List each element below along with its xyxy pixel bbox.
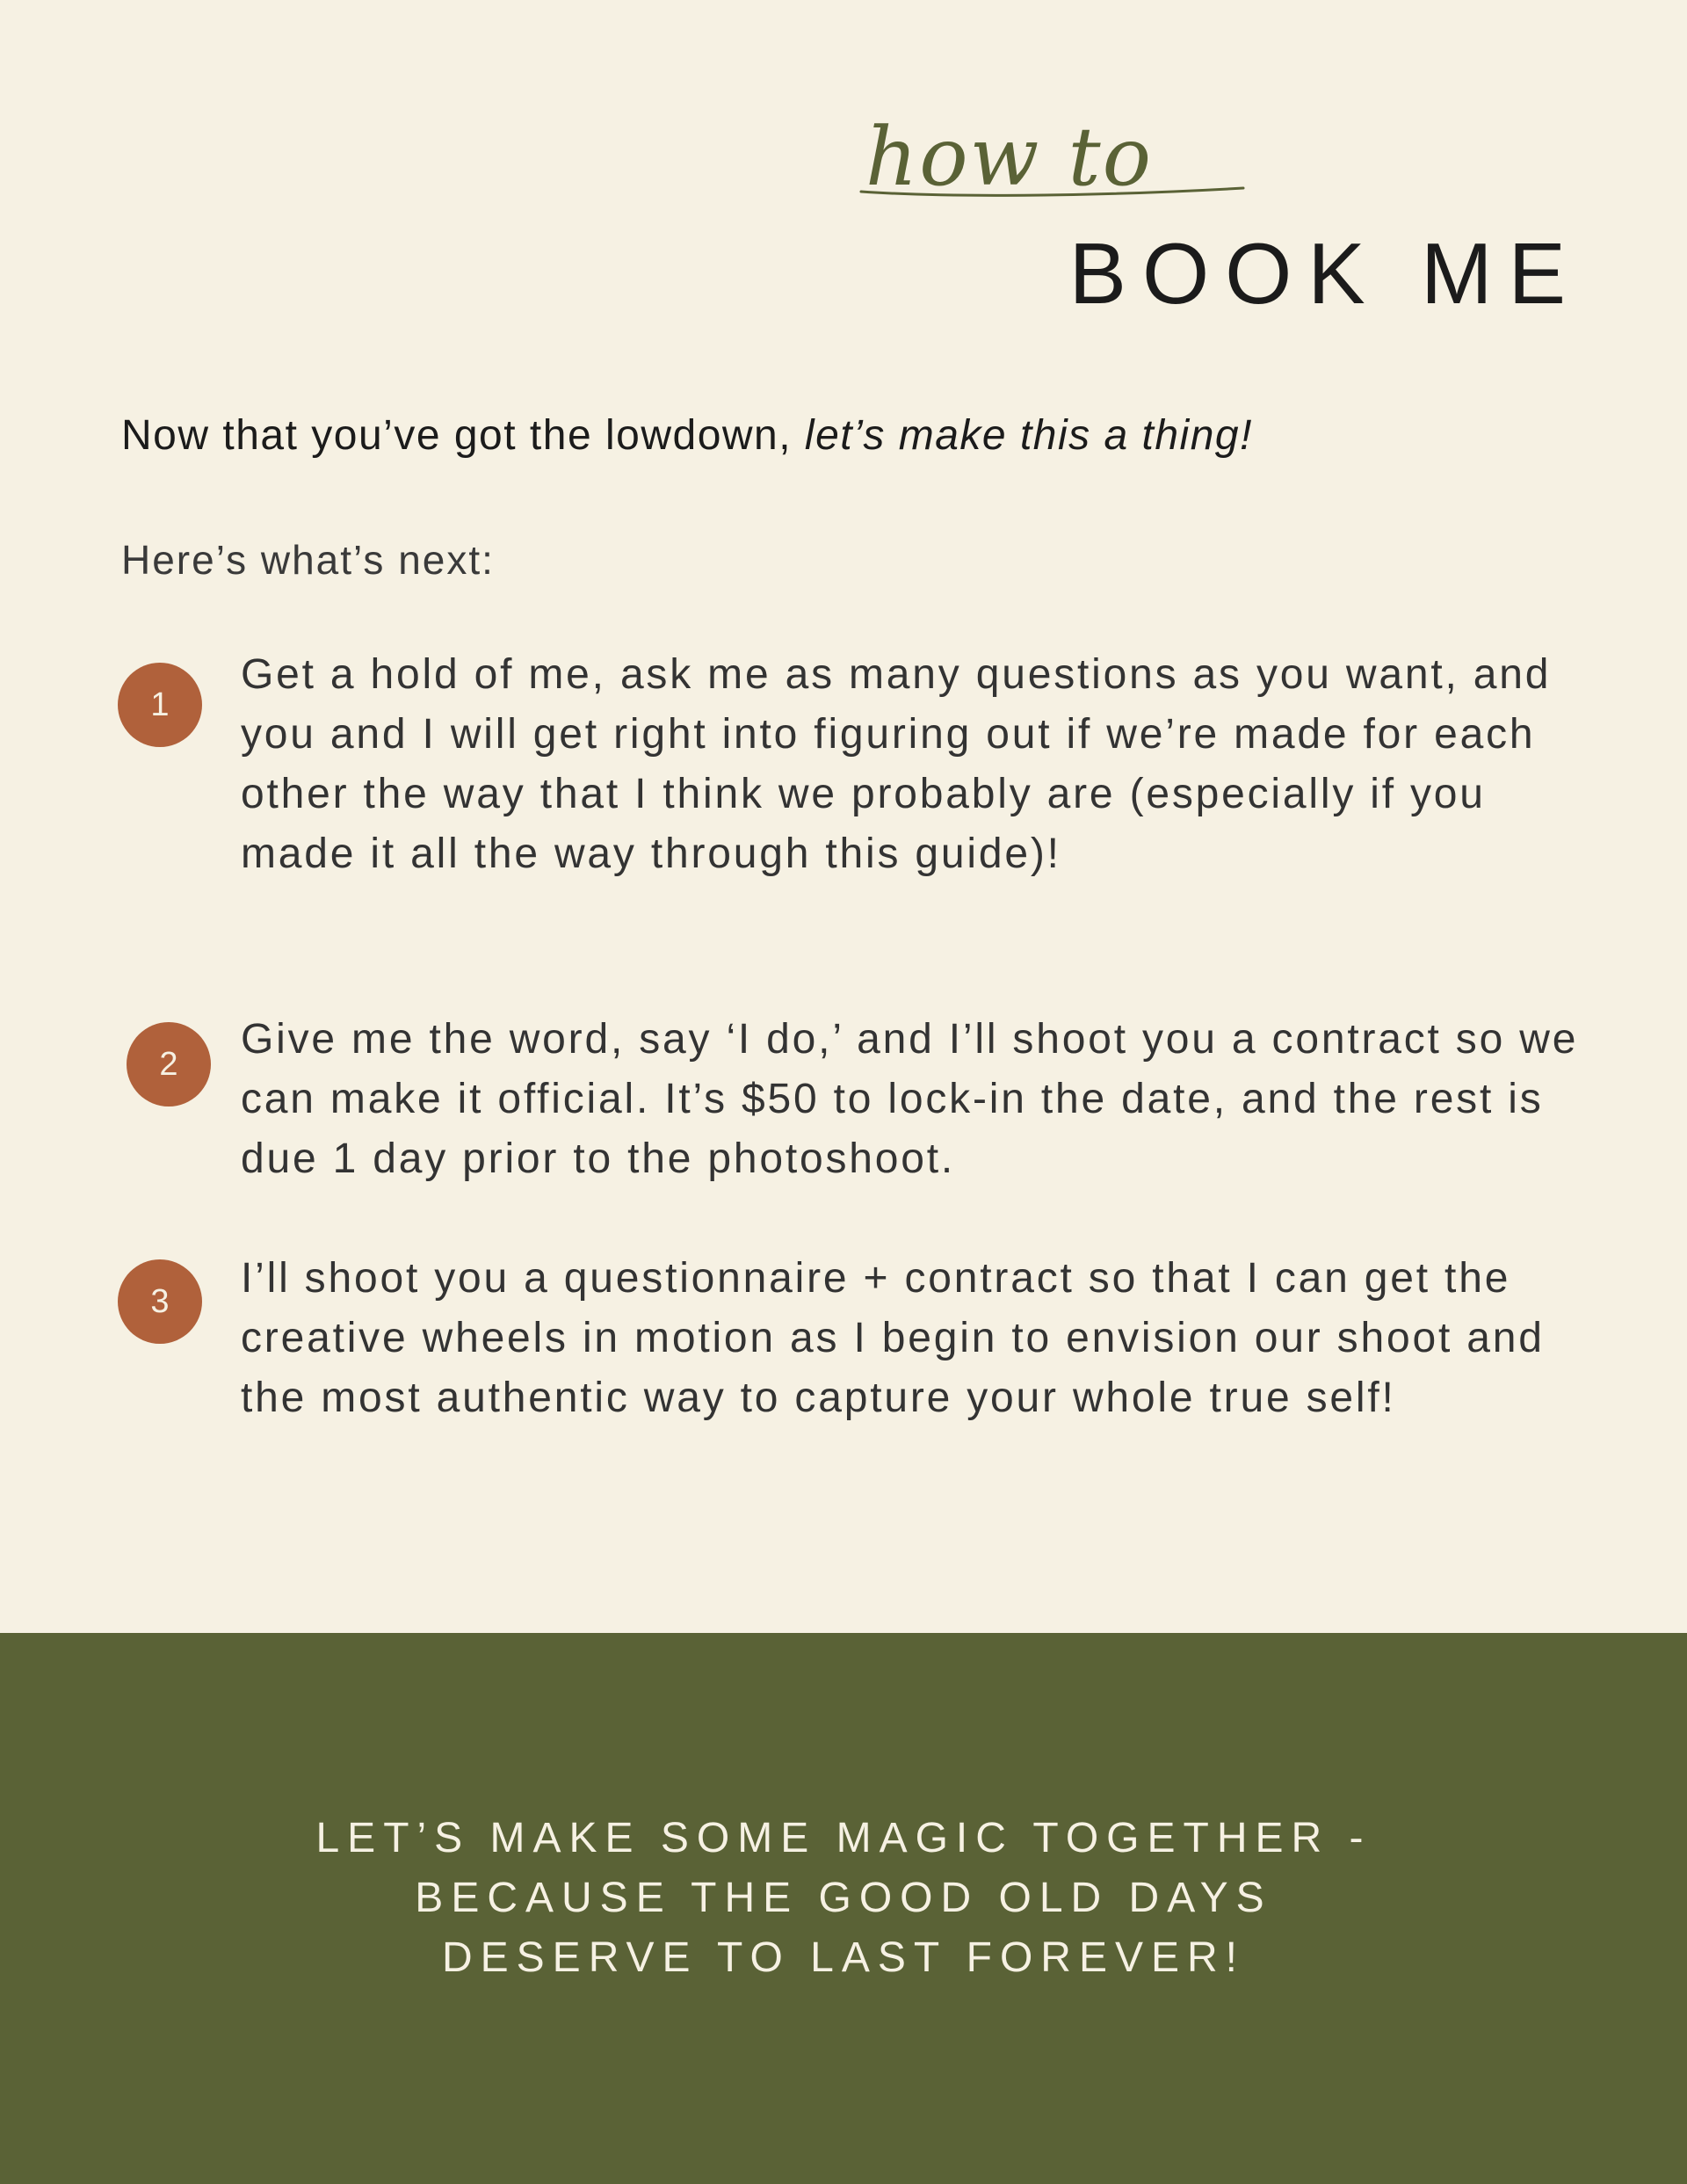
- intro-line: [121, 411, 1253, 460]
- intro-emphasis: let’s make this a thing!: [804, 412, 1253, 459]
- step-number-badge: 1: [118, 663, 202, 747]
- step-text: I’ll shoot you a questionnaire + contract so that I can get the creative wheels in motion as I begin to envision our shoot and the most authentic way to capture your whole true self!: [241, 1255, 1545, 1421]
- footer-message: [0, 1809, 1687, 1988]
- footer-line-1: LET’S MAKE SOME MAGIC TOGETHER -: [315, 1815, 1372, 1861]
- intro-lead: Now that you’ve got the lowdown,: [121, 412, 805, 459]
- step-text: Give me the word, say ‘I do,’ and I’ll shoot you a contract so we can make it official. It’s $50 to lock-in the date, and the rest is due 1 day prior to the photoshoot.: [241, 1016, 1579, 1182]
- script-title-text: how to: [865, 110, 1153, 204]
- step-number-badge: 3: [118, 1259, 202, 1344]
- script-title: [857, 104, 1261, 209]
- footer-line-2: BECAUSE THE GOOD OLD DAYS: [415, 1875, 1272, 1921]
- next-heading: Here’s what’s next:: [121, 537, 495, 583]
- page-title: BOOK ME: [1068, 225, 1582, 322]
- step-number-badge: 2: [127, 1022, 211, 1107]
- step-text: Get a hold of me, ask me as many questions as you want, and you and I will get right into figuring out if we’re made for each other the way that I think we probably are (especially if you made it all the way through this guide)!: [241, 651, 1552, 877]
- footer-line-3: DESERVE TO LAST FOREVER!: [441, 1934, 1245, 1981]
